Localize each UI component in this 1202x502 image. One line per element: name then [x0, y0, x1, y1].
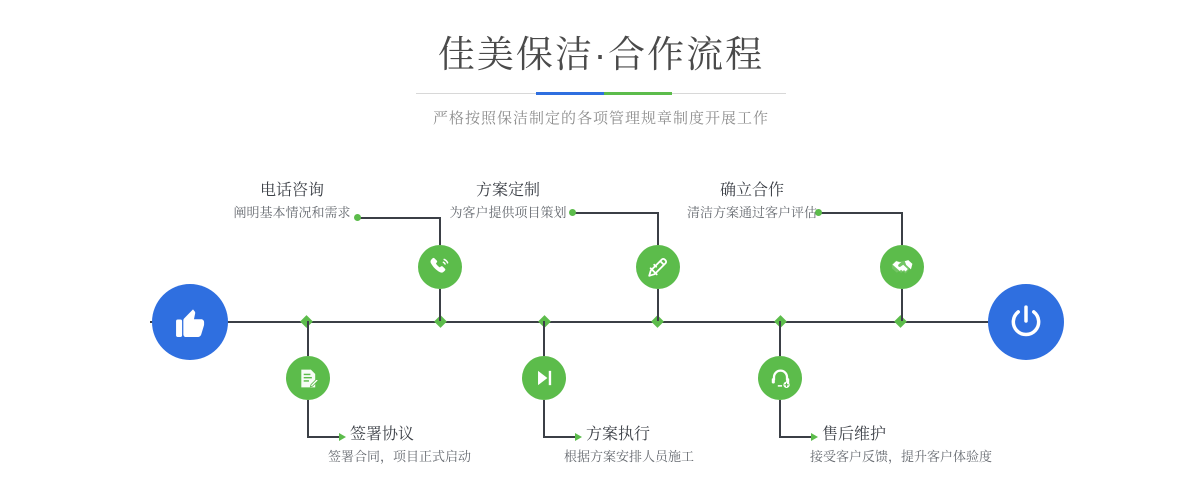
thumbs-up-icon [171, 303, 209, 341]
step-label-plan-customization [408, 180, 608, 224]
step-icon-after-sales [758, 356, 802, 400]
step-title: 售后维护 [822, 426, 887, 443]
power-icon [1007, 303, 1045, 341]
connector-arrow [811, 433, 818, 441]
divider-accent-green [604, 92, 672, 95]
connector-arrow [575, 433, 582, 441]
timeline-axis [150, 321, 1060, 323]
step-icon-phone-consult [418, 245, 462, 289]
connector-vertical [307, 400, 309, 437]
page-header [0, 30, 1202, 128]
start-endpoint [152, 284, 228, 360]
divider-accent-blue [536, 92, 604, 95]
step-desc: 接受客户反馈，提升客户体验度 [810, 449, 993, 464]
step-desc: 为客户提供项目策划 [449, 205, 567, 220]
connector-vertical [439, 289, 441, 321]
phone-call-icon [428, 255, 452, 279]
connector-vertical [901, 289, 903, 321]
step-title: 电话咨询 [259, 182, 324, 199]
pen-ruler-icon [646, 255, 670, 279]
step-label-plan-execution [564, 424, 695, 468]
step-label-establish-cooperation [652, 180, 852, 224]
handshake-icon [890, 255, 915, 280]
connector-vertical [779, 321, 781, 356]
connector-horizontal [307, 436, 341, 438]
step-desc: 根据方案安排人员施工 [564, 449, 695, 464]
step-icon-establish-cooperation [880, 245, 924, 289]
step-title: 方案执行 [586, 426, 651, 443]
connector-vertical [779, 400, 781, 437]
step-title: 确立合作 [719, 182, 784, 199]
connector-arrow [339, 433, 346, 441]
connector-vertical [307, 321, 309, 356]
connector-horizontal [779, 436, 813, 438]
step-title: 签署协议 [350, 426, 415, 443]
step-icon-plan-execution [522, 356, 566, 400]
step-label-after-sales [810, 424, 993, 468]
connector-vertical [901, 212, 903, 245]
page-title: 佳美保洁·合作流程 [437, 34, 765, 75]
step-desc: 阐明基本情况和需求 [233, 205, 351, 220]
step-label-phone-consult [192, 180, 392, 224]
end-endpoint [988, 284, 1064, 360]
document-edit-icon [297, 367, 320, 390]
connector-vertical [543, 400, 545, 437]
step-icon-plan-customization [636, 245, 680, 289]
page-subtitle: 严格按照保洁制定的各项管理规章制度开展工作 [432, 110, 769, 127]
step-label-sign-agreement [328, 424, 472, 468]
title-divider [416, 92, 786, 95]
headset-add-icon [769, 367, 792, 390]
play-end-icon [533, 367, 555, 389]
step-desc: 清洁方案通过客户评估 [686, 205, 817, 220]
step-title: 方案定制 [475, 182, 540, 199]
timeline [0, 160, 1202, 500]
connector-horizontal [543, 436, 577, 438]
connector-vertical [657, 289, 659, 321]
step-desc: 签署合同，项目正式启动 [328, 449, 472, 464]
step-icon-sign-agreement [286, 356, 330, 400]
connector-vertical [543, 321, 545, 356]
